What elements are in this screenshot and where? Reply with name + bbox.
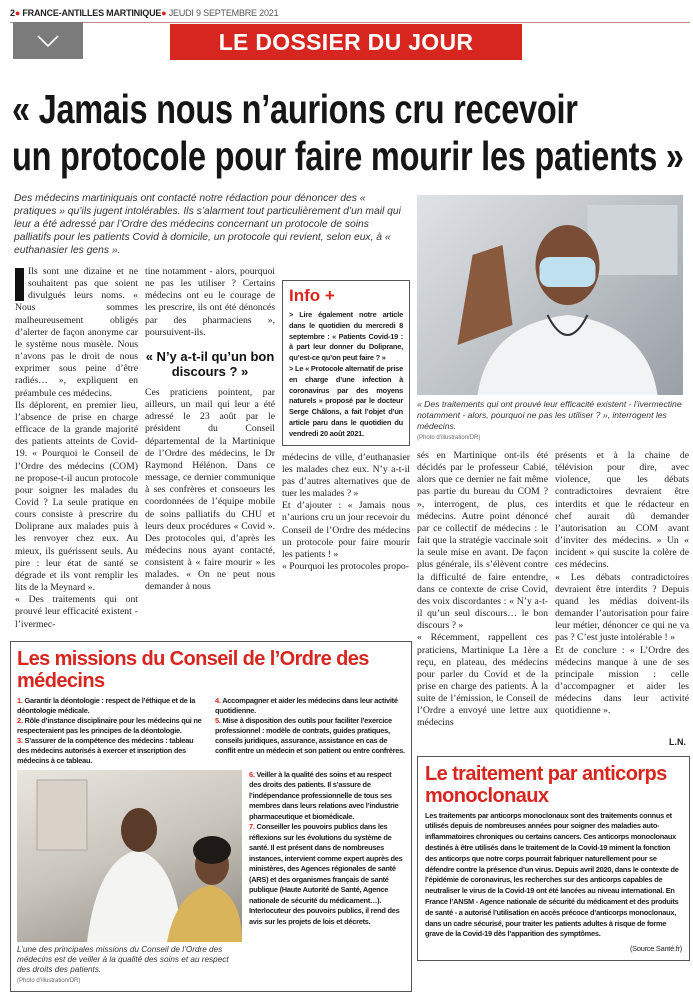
anticorps-text: Les traitements par anticorps monoclonaux sont des traitements connus et utilisés depuis de nombreuses années pour soigner des maladies auto-inflammatoires chroniques ou certains cancers. Ces anticorps monoclonaux destinés à être utilisés dans le traitement de la Covid-19 miment la fonction des anticorps que notre corps pourrait fabriquer naturellement pour se défendre contre la présence d’un virus. Depuis avril 2020, dans le contexte de l’épidémie de coronavirus, les recherches sur des anticorps capables de neutraliser le virus de la Covid-19 ont été lancées au niveau international. En France l’ANSM - Agence nationale de sécurité du médicament et des produits de santé - a autorisé l’utilisation en accès précoce d’anticorps monoclonaux, dans un cadre sécurisé, pour traiter les patients adultes à risque de forme grave de la Covid-19 dès l’apparition des symptômes. bbox=[425, 810, 679, 939]
paragraph: « Pourquoi les protocoles propo- bbox=[282, 560, 409, 572]
paragraph: « Récemment, rappellent ces praticiens, Martinique La 1ère a reçu, en plateau, des médecins pour parler du Covid et de la prise en charge des patients. À la suite de l’émission, le Conseil de l’Ordre a envoyé une lettre aux médecins bbox=[417, 632, 548, 729]
mission-item: 3. S’assurer de la compétence des médecins : tableau des médecins autorisés à exercer et inscription des médecins à ce tableau. bbox=[17, 735, 194, 765]
article-columns-right bbox=[417, 450, 690, 730]
anticorps-source: (Source Santé.fr) bbox=[629, 944, 682, 954]
info-box bbox=[282, 280, 410, 446]
paragraph: présents et à la chaine de télévision pour dire, avec violence, que les débats contradictoires devraient être interdits et que le rédacteur en chef aurait dû demander l’autorisation au COM avant d’inviter des médecins. » Un « incident » qui suscite la colère de ces médecins. bbox=[555, 450, 689, 571]
missions-column-middle bbox=[215, 696, 405, 766]
author-signature: L.N. bbox=[669, 736, 686, 747]
photo-caption: « Des traitements qui ont prouvé leur efficacité existent - l’ivermectine notamment - alors, pourquoi ne pas les utiliser ? », interrogent les médecins. bbox=[417, 399, 682, 431]
photo-caption: L’une des principales missions du Conseil de l’Ordre des médecins est de veiller à la qualité des soins et au respect des droits des patients. bbox=[17, 944, 229, 974]
article-column-1 bbox=[15, 266, 138, 631]
paragraph: tine notamment - alors, pourquoi ne pas les utiliser ? Certains médecins ont eu le courage de les prescrire, ils ont été dénoncés par des pharmaciens », poursuivent-ils. bbox=[145, 266, 275, 338]
paragraph: sés en Martinique ont-ils été décidés par le professeur Cabié, alors que ce dernier ne fait même pas partie du bureau du COM ? », interrogent, de plus, ces médecins. Autre point dénoncé par ce collectif de médecins : le fait que la stratégie vaccinale soit la seule mise en avant. De façon plus générale, ils s’élèvent contre la difficulté de faire entendre, dans ce contexte de crise Covid, des voix discordantes : « N’y a-t-il qu’un seul discours… le bon discours ? » bbox=[417, 450, 548, 632]
paragraph: médecins de ville, d’euthanasier les malades chez eux. N’y a-t-il pas d’autres alternatives que de tuer les malades ? » bbox=[282, 451, 410, 500]
left-area bbox=[10, 190, 412, 992]
section-banner: LE DOSSIER DU JOUR bbox=[170, 24, 522, 60]
consultation-illustration bbox=[17, 770, 242, 942]
paragraph: « Les débats contradictoires devraient être interdits ? Depuis quand les médias doivent-ils demander l’autorisation pour faire leur métier, dénoncer ce qui ne va pas ? C’est juste intolérable ! » bbox=[555, 571, 689, 644]
missions-photo-block bbox=[17, 770, 242, 985]
info-item: > Le « Protocole alternatif de prise en charge d’une infection à coronavirus par des moyens naturels » proposé par le docteur Serge Châlons, a fait l’objet d’un article paru dans le quotidien du vendredi 20 août 2021. bbox=[289, 363, 403, 438]
info-item: > Lire également notre article dans le quotidien du mercredi 8 septembre : « Patients Covid-19 : à part leur donner du Doliprane, qu’est-ce qu’on peut faire ? » bbox=[289, 310, 403, 363]
missions-top-items bbox=[17, 696, 405, 766]
paragraph: Et d’ajouter : « Jamais nous n’aurions cru un jour recevoir du Conseil de l’Ordre des médecins un protocole pour faire mourir les patients ! » bbox=[282, 500, 410, 560]
anticorps-title: Le traitement par anticorps monoclonaux bbox=[425, 762, 667, 807]
mission-item: 5. Mise à disposition des outils pour faciliter l’exercice professionnel : modèle de contrats, guides pratiques, conseils juridiques, assurance, assistance en cas de conflit entre un médecin et son patient ou entre confrères. bbox=[215, 715, 405, 755]
mission-item: 7. Conseiller les pouvoirs publics dans les réflexions sur les évolutions du système de santé. Il est présent dans de nombreuses instances, intervient comme expert auprès des ministères, des Agences régionales de santé (ARS) et des organismes français de santé publique (Haute Autorité de Santé, Agence nationale de sécurité du médicament…). Interlocuteur des pouvoirs publics, il rend des avis sur les projets de lois et décrets. bbox=[249, 822, 403, 926]
info-box-title: Info + bbox=[289, 286, 335, 305]
mission-item: 4. Accompagner et aider les médecins dans leur activité quotidienne. bbox=[215, 695, 398, 715]
drop-cap bbox=[15, 268, 24, 301]
mission-item: 6. Veiller à la qualité des soins et au respect des droits des patients. Il s’assure de l’indépendance professionnelle de tous ses membres dans leurs relations avec l’industrie pharmaceutique et biomédicale. bbox=[249, 769, 399, 821]
mission-item: 1. Garantir la déontologie : respect de l’éthique et de la déontologie médicale. bbox=[17, 695, 196, 715]
missions-box bbox=[10, 641, 412, 992]
publication-name: FRANCE-ANTILLES MARTINIQUE bbox=[22, 8, 162, 18]
article-column-5 bbox=[555, 450, 689, 717]
paragraph: Ils déplorent, en premier lieu, l’absence de prise en charge efficace de la grande majorité des patients atteints de Covid-19. « Pourquoi le Conseil de l’Ordre des médecins (COM) ne propose-t-il aucun protocole pour soigner les malades du Covid ? La seule pratique en cours consiste à prescrire du Doliprane aux malades puis à les renvoyer chez eux. Au mieux, ils guérissent seuls. Au pire : leur état de santé se dégrade et ils vont remplir les lits de la Meynard ». bbox=[15, 399, 138, 594]
photo-caption-block bbox=[417, 399, 690, 442]
photo-credit: (Photo d’illustration/DR) bbox=[17, 977, 81, 984]
mission-item: 2. Rôle d’instance disciplinaire pour les médecins qui ne respecteraient pas les principes de la déontologie. bbox=[17, 715, 202, 735]
photo-credit: (Photo d’illustration/DR) bbox=[417, 435, 481, 441]
issue-date: JEUDI 9 SEPTEMBRE 2021 bbox=[168, 8, 279, 18]
missions-bottom bbox=[17, 770, 405, 985]
paragraph: « Des traitements qui ont prouvé leur efficacité existent - l’ivermec- bbox=[15, 594, 138, 630]
doctor-patient-photo bbox=[17, 770, 242, 942]
paragraph: Ils sont une dizaine et ne souhaitent pas que soient divulgués leurs noms. « Nous sommes malheureusement obligés d’alerter de façon anonyme car le système nous musèle. Nous n’avons pas le droit de nous exprimer sous peine d’être radiés… », expliquent en préambule ces médecins. bbox=[15, 266, 138, 399]
article-column-4 bbox=[417, 450, 548, 730]
paragraph: Et de conclure : « L’Ordre des médecins manque à une de ses principale mission : celle d’accompagner et aider les médecins dans leur activité quotidienne ». bbox=[555, 644, 689, 717]
lead-paragraph: Des médecins martiniquais ont contacté notre rédaction pour dénoncer des « pratiques » qu’ils jugent intolérables. Ils s’alarment tout particulièrement d’un mail qui leur a été adressé par l’Ordre des médecins concernant un protocole de soins palliatifs pour les patients Covid à domicile, un protocole qui revient, selon eux, à « euthanasier les gens ». bbox=[14, 193, 401, 256]
missions-column-right bbox=[249, 770, 404, 928]
subheading: « N’y a-t-il qu’un bon discours ? » bbox=[145, 348, 275, 379]
article-column-2 bbox=[145, 266, 275, 594]
missions-column-left bbox=[17, 696, 207, 766]
doctor-photo bbox=[417, 195, 683, 395]
bullet: ● bbox=[14, 8, 21, 18]
paragraph: Ces praticiens pointent, par ailleurs, un mail qui leur a été adressé le 23 août par le président du Conseil départemental de la Martinique de l’Ordre des médecins, le Dr Raymond Hélénon. Dans ce message, ce dernier communique à ses confrères et consoeurs les coordonnées de l’équipe mobile de soins palliatifs du CHU et leurs deux procédures « Covid ». Des protocoles qui, d’après les médecins nous ayant contacté, consistent à « faire mourir » les malades. « On ne peut nous demander à nous bbox=[145, 386, 275, 593]
bullet: ● bbox=[161, 8, 167, 18]
right-area bbox=[417, 190, 690, 961]
page-number: 2 bbox=[10, 8, 15, 18]
article-columns-left bbox=[10, 266, 412, 631]
anticorps-box bbox=[417, 756, 690, 962]
missions-title: Les missions du Conseil de l’Ordre des médecins bbox=[17, 647, 369, 692]
headline-line: un protocole pour faire mourir les patients » bbox=[12, 133, 684, 179]
article-column-3 bbox=[282, 266, 410, 573]
headline-line: « Jamais nous n’aurions cru recevoir bbox=[12, 86, 578, 132]
doctor-illustration bbox=[417, 195, 683, 395]
